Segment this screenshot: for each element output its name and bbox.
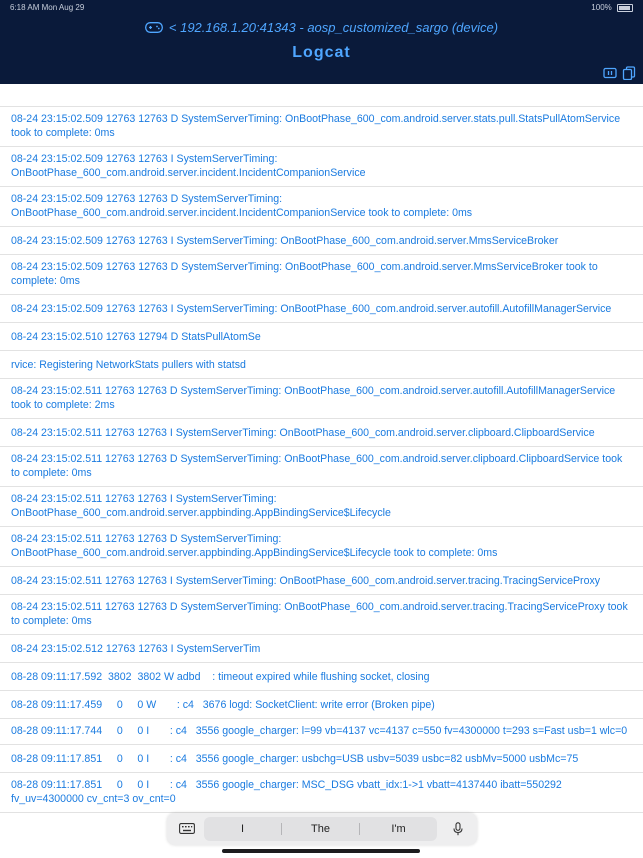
status-time: 6:18 AM Mon Aug 29 [10, 3, 85, 12]
log-entry[interactable]: 08-24 23:15:02.511 12763 12763 I SystemServerTiming: OnBootPhase_600_com.android.server.appbinding.AppBindingService$Lifecycle [0, 487, 643, 527]
log-entry[interactable]: 08-24 23:15:02.511 12763 12763 D SystemServerTiming: OnBootPhase_600_com.android.server.autofill.AutofillManagerService took to complete: 2ms [0, 379, 643, 419]
log-entry[interactable]: 08-24 23:15:02.511 12763 12763 D SystemServerTiming: OnBootPhase_600_com.android.server.clipboard.ClipboardService took to complete: 0ms [0, 447, 643, 487]
microphone-icon[interactable] [453, 822, 463, 836]
page-title: Logcat [292, 44, 351, 61]
log-entry[interactable]: 08-24 23:15:02.509 12763 12763 I SystemServerTiming: OnBootPhase_600_com.android.server.MmsServiceBroker [0, 227, 643, 255]
app-header [0, 0, 643, 84]
suggestion-1[interactable]: I [240, 823, 245, 835]
pause-icon[interactable] [603, 66, 617, 80]
suggestion-2[interactable]: The [311, 823, 330, 835]
keyboard-suggestion-bar [167, 813, 477, 845]
log-list[interactable] [0, 106, 643, 817]
device-label: < 192.168.1.20:41343 - aosp_customized_sargo (device) [168, 20, 499, 35]
keyboard-icon[interactable] [179, 823, 195, 834]
copy-icon[interactable] [622, 66, 636, 80]
log-entry[interactable]: 08-28 09:11:17.592 3802 3802 W adbd : timeout expired while flushing socket, closing [0, 663, 643, 691]
log-entry[interactable]: 08-28 09:11:17.459 0 0 W : c4 3676 logd: SocketClient: write error (Broken pipe) [0, 691, 643, 719]
log-entry[interactable]: 08-28 09:11:17.851 0 0 I : c4 3556 google_charger: MSC_DSG vbatt_idx:1->1 vbatt=4137440 ibatt=550292 fv_uv=4300000 cv_cnt=3 ov_cnt=0 [0, 773, 643, 813]
log-entry[interactable]: 08-24 23:15:02.509 12763 12763 I SystemServerTiming: OnBootPhase_600_com.android.server.autofill.AutofillManagerService [0, 295, 643, 323]
log-entry[interactable]: 08-24 23:15:02.511 12763 12763 D SystemServerTiming: OnBootPhase_600_com.android.server.tracing.TracingServiceProxy took to complete: 0ms [0, 595, 643, 635]
status-right [591, 3, 633, 12]
log-entry[interactable]: 08-28 09:11:17.851 0 0 I : c4 3556 google_charger: usbchg=USB usbv=5039 usbc=82 usbMv=5000 usbMc=75 [0, 745, 643, 773]
log-entry[interactable]: 08-24 23:15:02.509 12763 12763 D SystemServerTiming: OnBootPhase_600_com.android.server.stats.pull.StatsPullAtomService took to complete: 0ms [0, 107, 643, 147]
battery-percent: 100% [591, 3, 612, 12]
status-bar [0, 0, 643, 14]
log-entry[interactable]: 08-24 23:15:02.509 12763 12763 D SystemServerTiming: OnBootPhase_600_com.android.server.incident.IncidentCompanionService took to complete: 0ms [0, 187, 643, 227]
log-entry[interactable]: 08-24 23:15:02.511 12763 12763 D SystemServerTiming: OnBootPhase_600_com.android.server.appbinding.AppBindingService$Lifecycle took to complete: 0ms [0, 527, 643, 567]
suggestion-3[interactable]: I'm [391, 823, 406, 835]
log-entry[interactable]: 08-24 23:15:02.511 12763 12763 I SystemServerTiming: OnBootPhase_600_com.android.server.tracing.TracingServiceProxy [0, 567, 643, 595]
log-entry[interactable]: 08-24 23:15:02.509 12763 12763 I SystemServerTiming: OnBootPhase_600_com.android.server.incident.IncidentCompanionService [0, 147, 643, 187]
log-entry[interactable]: 08-24 23:15:02.512 12763 12763 I SystemServerTim [0, 635, 643, 663]
log-entry[interactable]: 08-24 23:15:02.511 12763 12763 I SystemServerTiming: OnBootPhase_600_com.android.server.clipboard.ClipboardService [0, 419, 643, 447]
log-entry[interactable]: 08-24 23:15:02.510 12763 12794 D StatsPullAtomSe [0, 323, 643, 351]
home-indicator[interactable] [222, 849, 420, 853]
log-entry[interactable]: 08-24 23:15:02.509 12763 12763 D SystemServerTiming: OnBootPhase_600_com.android.server.MmsServiceBroker took to complete: 0ms [0, 255, 643, 295]
battery-icon [617, 4, 633, 12]
log-entry[interactable]: rvice: Registering NetworkStats pullers with statsd [0, 351, 643, 379]
gamepad-icon [145, 22, 163, 33]
log-entry[interactable]: 08-28 09:11:17.744 0 0 I : c4 3556 google_charger: l=99 vb=4137 vc=4137 c=550 fv=4300000 t=293 s=Fast usb=1 wlc=0 [0, 719, 643, 745]
suggestion-strip [204, 817, 437, 841]
device-selector[interactable] [0, 20, 643, 35]
